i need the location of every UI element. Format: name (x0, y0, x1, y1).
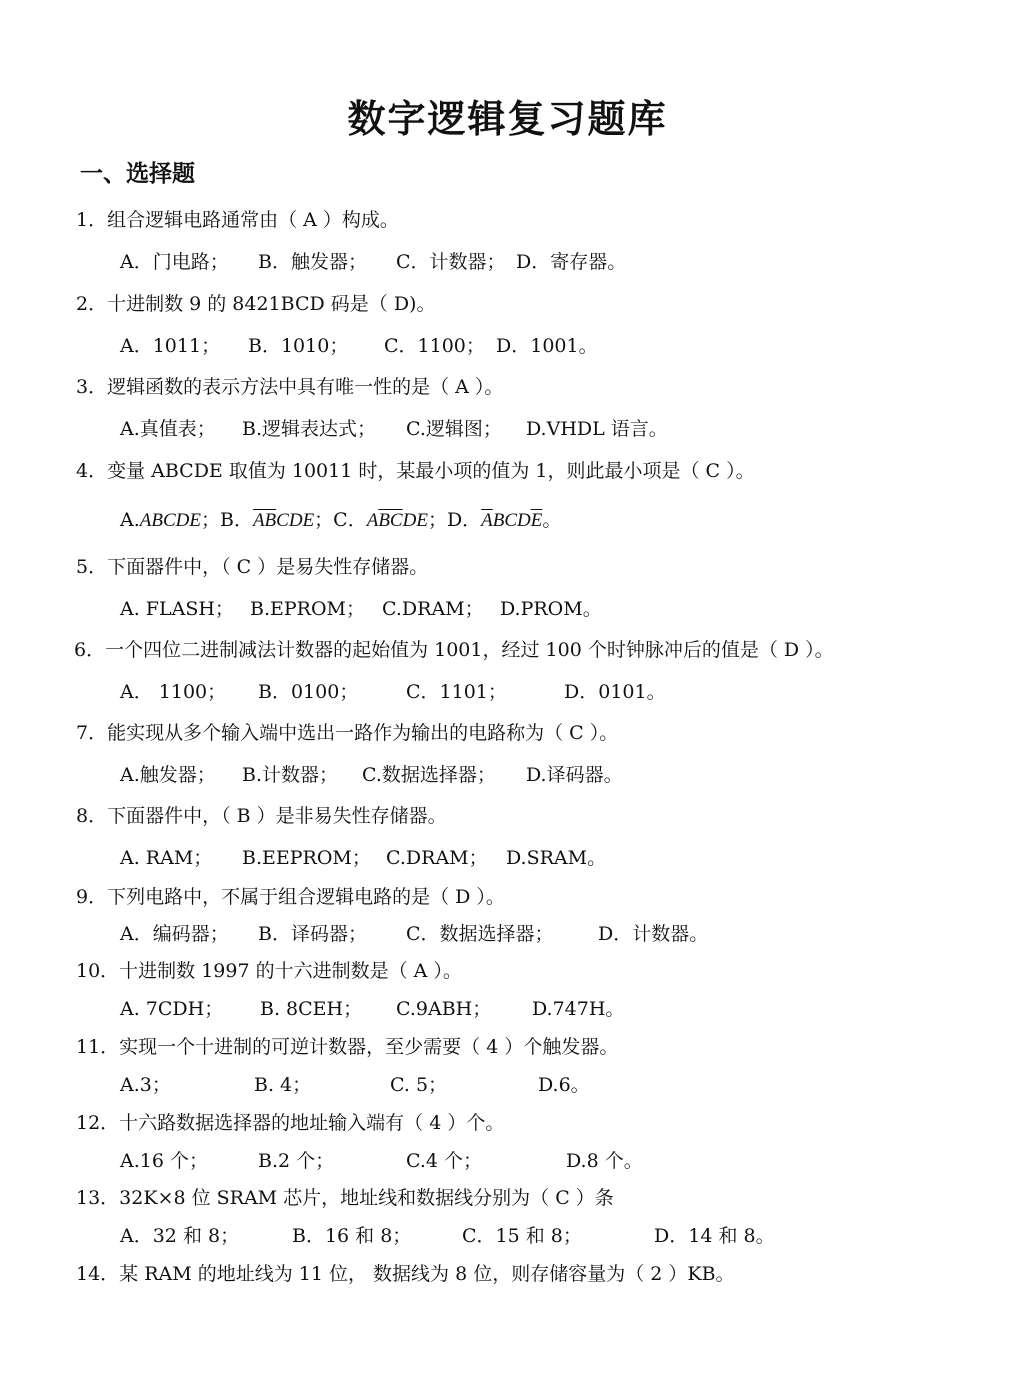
question-10: 10．十进制数 1997 的十六进制数是（ A ）。 (76, 960, 462, 982)
option-a: A． 1100； (120, 681, 227, 703)
option-a: A.16 个； (120, 1150, 208, 1172)
question-3: 3．逻辑函数的表示方法中具有唯一性的是（ A ）。 (76, 376, 504, 398)
option-c: C．15 和 8； (462, 1225, 582, 1247)
option-b: B. 4； (254, 1074, 312, 1096)
option-d: D．14 和 8。 (654, 1225, 775, 1247)
option-d: D.8 个。 (566, 1150, 643, 1172)
option-c: C.DRAM； (386, 847, 488, 869)
option-c: C.DRAM； (382, 598, 484, 620)
question-14: 14．某 RAM 的地址线为 11 位， 数据线为 8 位，则存储容量为（ 2 ）KB。 (76, 1263, 735, 1285)
option-c: C. 5； (390, 1074, 448, 1096)
option-b: B.EEPROM； (242, 847, 371, 869)
option-d: D．寄存器。 (516, 251, 627, 273)
question-6: 6．一个四位二进制减法计数器的起始值为 1001，经过 100 个时钟脉冲后的值是（ D ）。 (74, 639, 834, 661)
option-c: C．数据选择器； (406, 923, 554, 945)
option-b: B．0100； (258, 681, 359, 703)
option-d: D.SRAM。 (506, 847, 607, 869)
minterm-b: $\overline{AB}CDE$ (252, 510, 315, 531)
option-d: D.6。 (538, 1074, 590, 1096)
question-1: 1．组合逻辑电路通常由（ A ）构成。 (76, 209, 399, 231)
option-b: B. 8CEH； (260, 998, 363, 1020)
question-4: 4．变量 ABCDE 取值为 10011 时，某最小项的值为 1，则此最小项是（ C ）。 (76, 460, 755, 482)
option-c: C.数据选择器； (362, 764, 496, 786)
option-b: B.2 个； (258, 1150, 335, 1172)
option-d-label: ；D． (427, 509, 482, 531)
option-c-label: ；C． (314, 509, 367, 531)
minterm-a: ABCDE (139, 510, 201, 531)
option-b: B.逻辑表达式； (242, 418, 377, 440)
option-a: A.触发器； (120, 764, 216, 786)
question-11: 11．实现一个十进制的可逆计数器，至少需要（ 4 ）个触发器。 (76, 1036, 619, 1058)
question-8: 8．下面器件中，（ B ）是非易失性存储器。 (76, 805, 447, 827)
option-b: B.计数器； (242, 764, 339, 786)
minterm-d: $\overline{A}BCD\overline{E}$ (481, 510, 543, 531)
option-d: D.PROM。 (500, 598, 602, 620)
option-b: B.EPROM； (250, 598, 365, 620)
question-12: 12．十六路数据选择器的地址输入端有（ 4 ）个。 (76, 1112, 505, 1134)
option-a: A. RAM； (120, 847, 213, 869)
option-c: C．1100； (384, 335, 485, 357)
option-b: B．1010； (248, 335, 349, 357)
option-a: A.真值表； (120, 418, 216, 440)
question-7: 7．能实现从多个输入端中选出一路作为输出的电路称为（ C ）。 (76, 722, 619, 744)
option-d: D.VHDL 语言。 (526, 418, 668, 440)
option-a: A.3； (120, 1074, 171, 1096)
option-b: B．触发器； (258, 251, 367, 273)
option-c: C．计数器； (396, 251, 506, 273)
option-a: A. 7CDH； (120, 998, 224, 1020)
option-c: C.9ABH； (396, 998, 492, 1020)
question-2: 2．十进制数 9 的 8421BCD 码是（ D)。 (76, 293, 436, 315)
option-a-label: A. (120, 509, 140, 531)
option-a: A．1011； (120, 335, 221, 357)
option-a: A．编码器； (120, 923, 229, 945)
question-5: 5．下面器件中，（ C ）是易失性存储器。 (76, 556, 429, 578)
question-13: 13．32K×8 位 SRAM 芯片，地址线和数据线分别为（ C ）条 (76, 1187, 614, 1209)
section-heading: 一、选择题 (80, 161, 195, 187)
option-a: A．32 和 8； (120, 1225, 240, 1247)
option-d: D．计数器。 (598, 923, 709, 945)
options-4 (120, 505, 561, 532)
question-9: 9．下列电路中，不属于组合逻辑电路的是（ D ）。 (76, 886, 505, 908)
option-a: A. FLASH； (120, 598, 234, 620)
option-d: D.747H。 (532, 998, 625, 1020)
option-b: B．16 和 8； (292, 1225, 412, 1247)
option-a: A．门电路； (120, 251, 229, 273)
option-b: B．译码器； (258, 923, 367, 945)
minterm-c: $A\overline{BC}DE$ (366, 510, 428, 531)
option-end: 。 (542, 509, 562, 531)
option-d: D.译码器。 (526, 764, 623, 786)
option-c: C.4 个； (406, 1150, 483, 1172)
option-c: C．1101； (406, 681, 507, 703)
option-c: C.逻辑图； (406, 418, 502, 440)
option-b-label: ；B． (200, 509, 253, 531)
option-d: D．0101。 (564, 681, 666, 703)
option-d: D．1001。 (496, 335, 598, 357)
page-title: 数字逻辑复习题库 (347, 97, 668, 141)
